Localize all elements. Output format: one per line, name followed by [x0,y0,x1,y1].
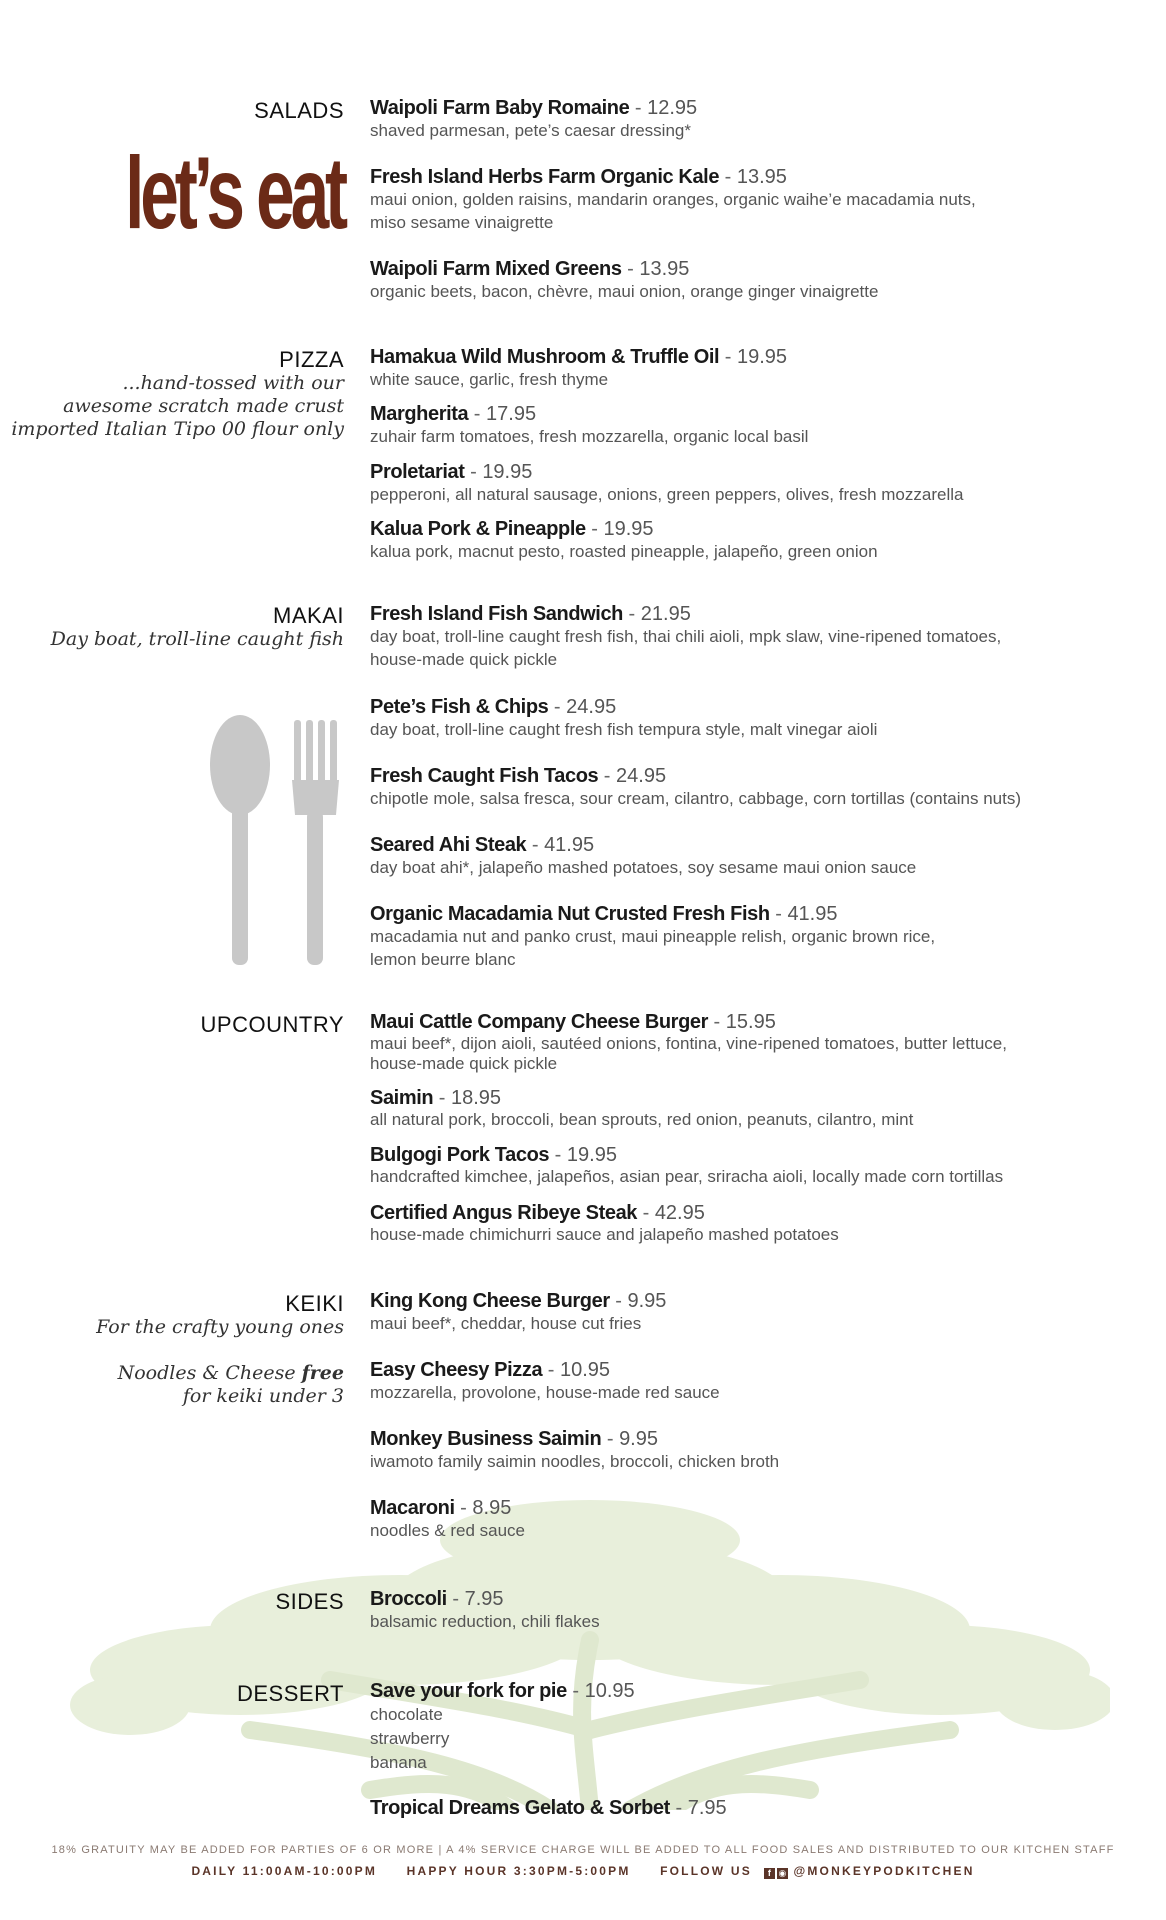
menu-item: Fresh Caught Fish Tacos - 24.95 chipotle mole, salsa fresca, sour cream, cilantro, cabbage, corn tortillas (contains nuts) [370,765,1022,808]
menu-item: Organic Macadamia Nut Crusted Fresh Fish - 41.95 macadamia nut and panko crust, maui pineapple relish, organic brown rice, lemon beurre blanc [370,903,936,969]
section-label-pizza: PIZZA [279,347,344,372]
menu-item: Waipoli Farm Mixed Greens - 13.95 organic beets, bacon, chèvre, maui onion, orange ginger vinaigrette [370,258,879,301]
menu-item: Save your fork for pie - 10.95 chocolate strawberry banana [370,1680,635,1772]
menu-item: Fresh Island Fish Sandwich - 21.95 day boat, troll-line caught fresh fish, thai chili aioli, mpk slaw, vine-ripened tomatoes, house-made quick pickle [370,603,1002,669]
section-label-keiki: KEIKI [285,1291,344,1316]
menu-item: Hamakua Wild Mushroom & Truffle Oil - 19.95 white sauce, garlic, fresh thyme [370,346,788,389]
keiki-note: For the crafty young ones [96,1316,344,1338]
menu-item: Tropical Dreams Gelato & Sorbet - 7.95 [370,1797,727,1819]
menu-item: Pete’s Fish & Chips - 24.95 day boat, troll-line caught fresh fish tempura style, malt vinegar aioli [370,696,878,739]
pizza-note: ...hand-tossed with our awesome scratch made crust imported Italian Tipo 00 flour only [11,372,344,440]
spoon-fork-icon [208,715,348,975]
follow-text: FOLLOW US f ◉ @MONKEYPODKITCHEN [660,1864,975,1878]
menu-item: Kalua Pork & Pineapple - 19.95 kalua pork, macnut pesto, roasted pineapple, jalapeño, green onion [370,518,878,561]
menu-item: Macaroni - 8.95 noodles & red sauce [370,1497,525,1540]
makai-note: Day boat, troll-line caught fish [50,628,344,650]
menu-item: Bulgogi Pork Tacos - 19.95 handcrafted kimchee, jalapeños, asian pear, sriracha aioli, locally made corn tortillas [370,1144,1004,1186]
keiki-free-note: Noodles & Cheese free for keiki under 3 [117,1362,344,1407]
menu-item: Margherita - 17.95 zuhair farm tomatoes, fresh mozzarella, organic local basil [370,403,809,446]
section-label-makai: MAKAI [273,603,344,628]
section-label-sides: SIDES [275,1589,344,1614]
section-label-dessert: DESSERT [236,1681,344,1706]
menu-item: Monkey Business Saimin - 9.95 iwamoto family saimin noodles, broccoli, chicken broth [370,1428,780,1471]
footer-info [0,1864,1166,1879]
hours-text: DAILY 11:00AM-10:00PM [191,1864,378,1878]
facebook-icon[interactable]: f [764,1868,775,1879]
page-title: let’s eat [124,136,344,250]
section-label-upcountry: UPCOUNTRY [200,1012,344,1037]
menu-item: Saimin - 18.95 all natural pork, broccoli, bean sprouts, red onion, peanuts, cilantro, mint [370,1087,914,1129]
menu-item: Proletariat - 19.95 pepperoni, all natural sausage, onions, green peppers, olives, fresh mozzarella [370,461,964,504]
gratuity-notice: 18% GRATUITY MAY BE ADDED FOR PARTIES OF 6 OR MORE | A 4% SERVICE CHARGE WILL BE ADDED TO ALL FOOD SALES AND DISTRIBUTED TO OUR KITCHEN STAFF [51,1844,1115,1856]
menu-item: Easy Cheesy Pizza - 10.95 mozzarella, provolone, house-made red sauce [370,1359,720,1402]
happy-hour-text: HAPPY HOUR 3:30PM-5:00PM [406,1864,631,1878]
menu-item: Seared Ahi Steak - 41.95 day boat ahi*, jalapeño mashed potatoes, soy sesame maui onion sauce [370,834,917,877]
section-label-salads: SALADS [254,98,344,123]
menu-item: Maui Cattle Company Cheese Burger - 15.95 maui beef*, dijon aioli, sautéed onions, fontina, vine-ripened tomatoes, butter lettuce, house-made quick pickle [370,1011,1007,1073]
menu-item: Certified Angus Ribeye Steak - 42.95 house-made chimichurri sauce and jalapeño mashed potatoes [370,1202,839,1244]
instagram-icon[interactable]: ◉ [778,1868,787,1878]
menu-item: Broccoli - 7.95 balsamic reduction, chili flakes [370,1588,600,1631]
menu-item: Waipoli Farm Baby Romaine - 12.95 shaved parmesan, pete’s caesar dressing* [370,97,698,140]
menu-item: Fresh Island Herbs Farm Organic Kale - 13.95 maui onion, golden raisins, mandarin oranges, organic waihe’e macadamia nuts, miso sesame vinaigrette [370,166,976,232]
menu-item: King Kong Cheese Burger - 9.95 maui beef*, cheddar, house cut fries [370,1290,667,1333]
social-handle[interactable]: @MONKEYPODKITCHEN [793,1864,975,1878]
